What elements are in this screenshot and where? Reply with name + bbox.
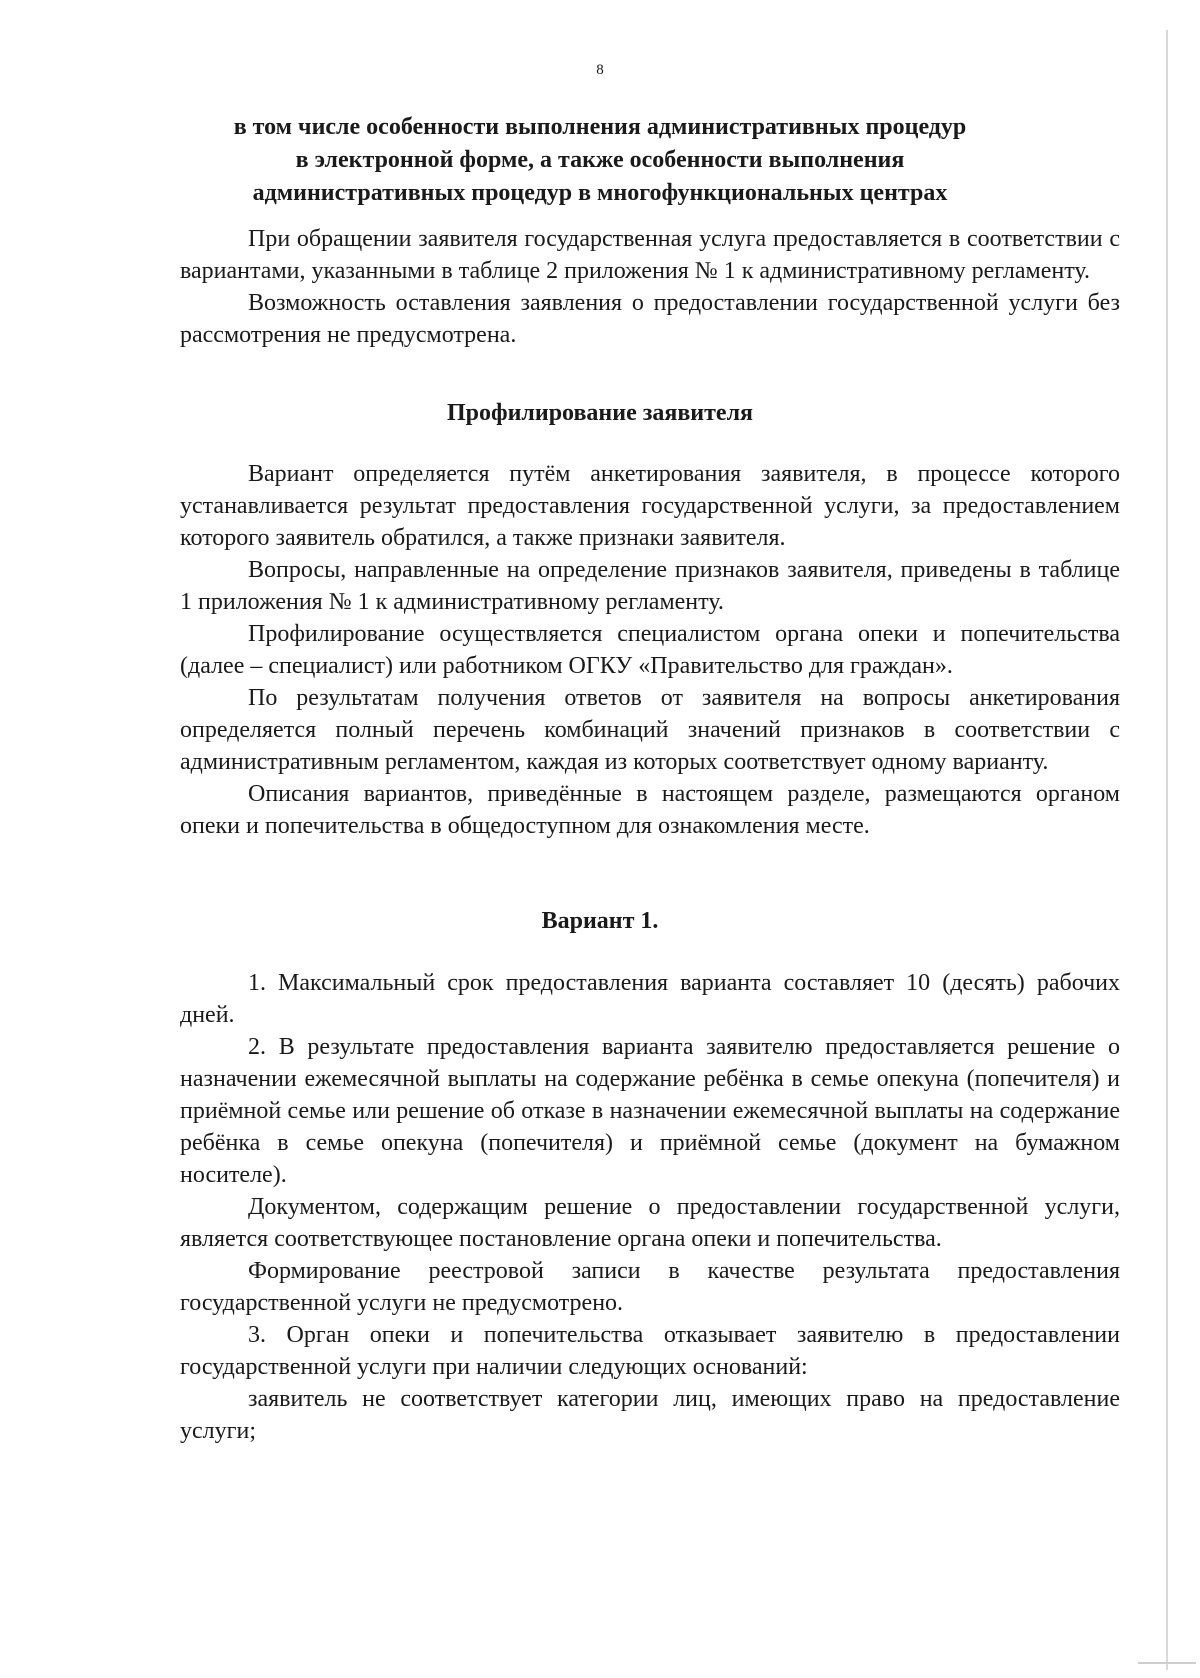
paragraph: По результатам получения ответов от заявителя на вопросы анкетирования определяется полный перечень комбинаций значений признаков в соответствии с административным регламентом, каждая из которых соответствует одному варианту. <box>180 685 1120 775</box>
scan-edge-mark <box>1138 1662 1196 1664</box>
paragraph: При обращении заявителя государственная услуга предоставляется в соответствии с вариантами, указанными в таблице 2 приложения № 1 к административному регламенту. <box>180 226 1120 284</box>
section-header <box>150 111 1050 210</box>
paragraph: Вопросы, направленные на определение признаков заявителя, приведены в таблице 1 приложения № 1 к административному регламенту. <box>180 557 1120 615</box>
page-number: 8 <box>596 62 604 78</box>
paragraph: Вариант определяется путём анкетирования заявителя, в процессе которого устанавливается результат предоставления государственной услуги, за предоставлением которого заявитель обратился, а также признаки заявителя. <box>180 461 1120 551</box>
profiling-title: Профилирование заявителя <box>446 400 754 426</box>
section-header-line2: в электронной форме, а также особенности выполнения <box>295 147 905 173</box>
intro-block <box>180 223 1120 351</box>
paragraph: заявитель не соответствует категории лиц, имеющих право на предоставление услуги; <box>180 1386 1120 1444</box>
variant1-block <box>180 967 1120 1447</box>
variant1-title: Вариант 1. <box>541 908 659 934</box>
paragraph: Формирование реестровой записи в качестве результата предоставления государственной услуги не предусмотрено. <box>180 1258 1120 1316</box>
paragraph: 3. Орган опеки и попечительства отказывает заявителю в предоставлении государственной услуги при наличии следующих оснований: <box>180 1322 1120 1380</box>
profiling-block <box>180 458 1120 842</box>
section-header-line3: административных процедур в многофункциональных центрах <box>252 180 948 206</box>
paragraph: Документом, содержащим решение о предоставлении государственной услуги, является соответствующее постановление органа опеки и попечительства. <box>180 1194 1120 1252</box>
paragraph: 2. В результате предоставления варианта заявителю предоставляется решение о назначении ежемесячной выплаты на содержание ребёнка в семье опекуна (попечителя) и приёмной семье или решение об отказе в назначении ежемесячной выплаты на содержание ребёнка в семье опекуна (попечителя) и приёмной семье (документ на бумажном носителе). <box>180 1034 1120 1188</box>
scan-edge-line <box>1166 30 1168 1670</box>
paragraph: Возможность оставления заявления о предоставлении государственной услуги без рассмотрения не предусмотрена. <box>180 290 1120 348</box>
paragraph: 1. Максимальный срок предоставления варианта составляет 10 (десять) рабочих дней. <box>180 970 1120 1028</box>
section-header-line1: в том числе особенности выполнения административных процедур <box>233 114 967 140</box>
paragraph: Профилирование осуществляется специалистом органа опеки и попечительства (далее – специалист) или работником ОГКУ «Правительство для граждан». <box>180 621 1120 679</box>
paragraph: Описания вариантов, приведённые в настоящем разделе, размещаются органом опеки и попечительства в общедоступном для ознакомления месте. <box>180 781 1120 839</box>
